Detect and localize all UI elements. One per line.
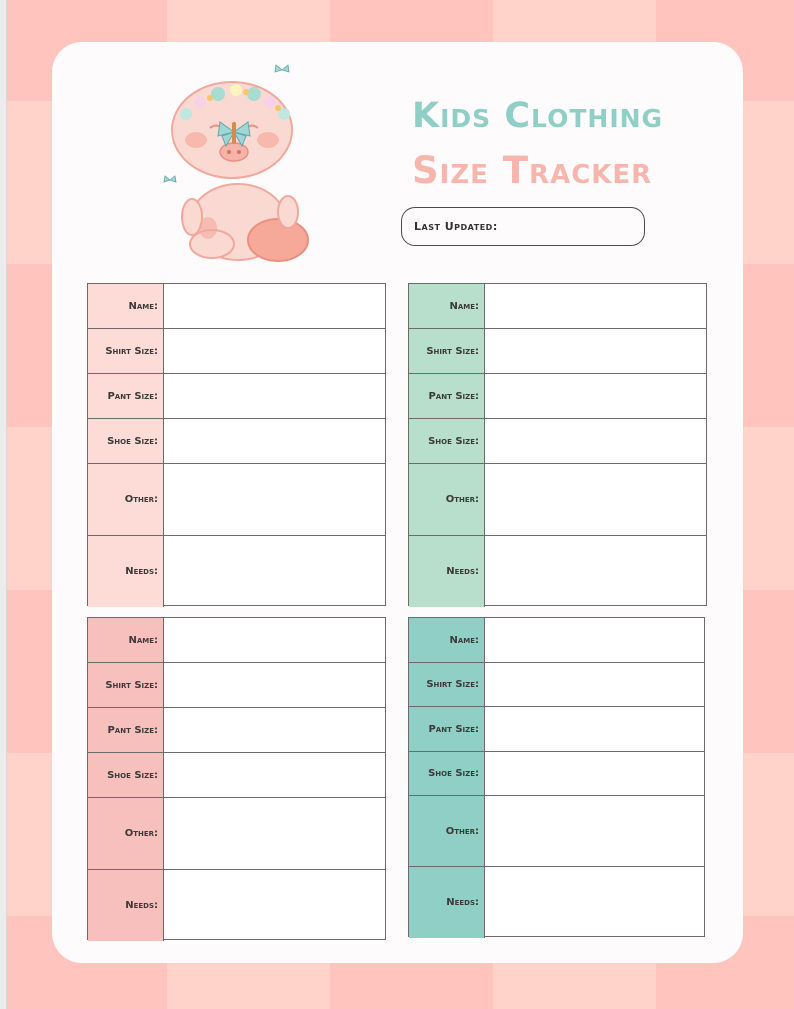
shoe-size-input[interactable] [164, 753, 385, 797]
shoe-size-input[interactable] [485, 752, 704, 795]
shoe-size-label: Shoe Size: [409, 752, 485, 795]
table-row [409, 284, 706, 329]
pant-size-label: Pant Size: [88, 374, 164, 418]
shoe-size-label: Shoe Size: [409, 419, 485, 463]
pant-size-label: Pant Size: [409, 374, 485, 418]
table-row [409, 464, 706, 536]
shirt-size-input[interactable] [164, 663, 385, 707]
name-label: Name: [88, 284, 164, 328]
needs-input[interactable] [164, 870, 385, 941]
other-input[interactable] [164, 464, 385, 535]
name-label: Name: [409, 284, 485, 328]
table-row [409, 618, 704, 663]
needs-label: Needs: [409, 536, 485, 607]
table-row [88, 374, 385, 419]
pant-size-input[interactable] [485, 707, 704, 751]
shirt-size-label: Shirt Size: [88, 663, 164, 707]
name-input[interactable] [164, 618, 385, 662]
table-row [88, 753, 385, 798]
shirt-size-input[interactable] [164, 329, 385, 373]
table-row [409, 707, 704, 752]
other-input[interactable] [164, 798, 385, 869]
other-label: Other: [409, 796, 485, 866]
shirt-size-label: Shirt Size: [88, 329, 164, 373]
needs-label: Needs: [88, 870, 164, 941]
shirt-size-label: Shirt Size: [409, 329, 485, 373]
needs-label: Needs: [88, 536, 164, 607]
shoe-size-input[interactable] [164, 419, 385, 463]
tracker-table-3 [87, 617, 386, 940]
pant-size-input[interactable] [485, 374, 706, 418]
table-row [88, 663, 385, 708]
pant-size-label: Pant Size: [88, 708, 164, 752]
name-input[interactable] [485, 284, 706, 328]
other-label: Other: [88, 464, 164, 535]
table-row [409, 329, 706, 374]
tracker-table-1 [87, 283, 386, 606]
table-row [409, 663, 704, 707]
table-row [409, 419, 706, 464]
needs-input[interactable] [164, 536, 385, 607]
table-row [88, 798, 385, 870]
pant-size-input[interactable] [164, 708, 385, 752]
name-label: Name: [88, 618, 164, 662]
page-subtitle: Size Tracker [412, 149, 653, 192]
table-row [88, 870, 385, 941]
table-row [88, 284, 385, 329]
table-row [88, 329, 385, 374]
other-input[interactable] [485, 796, 704, 866]
shirt-size-input[interactable] [485, 663, 704, 706]
table-row [88, 536, 385, 607]
needs-label: Needs: [409, 867, 485, 938]
shoe-size-input[interactable] [485, 419, 706, 463]
pant-size-label: Pant Size: [409, 707, 485, 751]
tracker-table-2 [408, 283, 707, 606]
table-row [409, 752, 704, 796]
needs-input[interactable] [485, 867, 704, 938]
table-row [409, 796, 704, 867]
other-label: Other: [409, 464, 485, 535]
table-row [88, 618, 385, 663]
page-edge [0, 0, 7, 1009]
shoe-size-label: Shoe Size: [88, 419, 164, 463]
needs-input[interactable] [485, 536, 706, 607]
shirt-size-label: Shirt Size: [409, 663, 485, 706]
table-row [409, 867, 704, 938]
tracker-table-4 [408, 617, 705, 937]
other-label: Other: [88, 798, 164, 869]
shirt-size-input[interactable] [485, 329, 706, 373]
pig-with-flower-crown-icon [160, 62, 320, 267]
table-row [88, 464, 385, 536]
name-label: Name: [409, 618, 485, 662]
table-row [88, 419, 385, 464]
name-input[interactable] [164, 284, 385, 328]
pant-size-input[interactable] [164, 374, 385, 418]
last-updated-label: Last Updated: [414, 220, 498, 233]
shoe-size-label: Shoe Size: [88, 753, 164, 797]
name-input[interactable] [485, 618, 704, 662]
table-row [409, 374, 706, 419]
table-row [409, 536, 706, 607]
page-title: Kids Clothing [412, 96, 664, 136]
other-input[interactable] [485, 464, 706, 535]
last-updated-field[interactable] [401, 207, 645, 246]
table-row [88, 708, 385, 753]
